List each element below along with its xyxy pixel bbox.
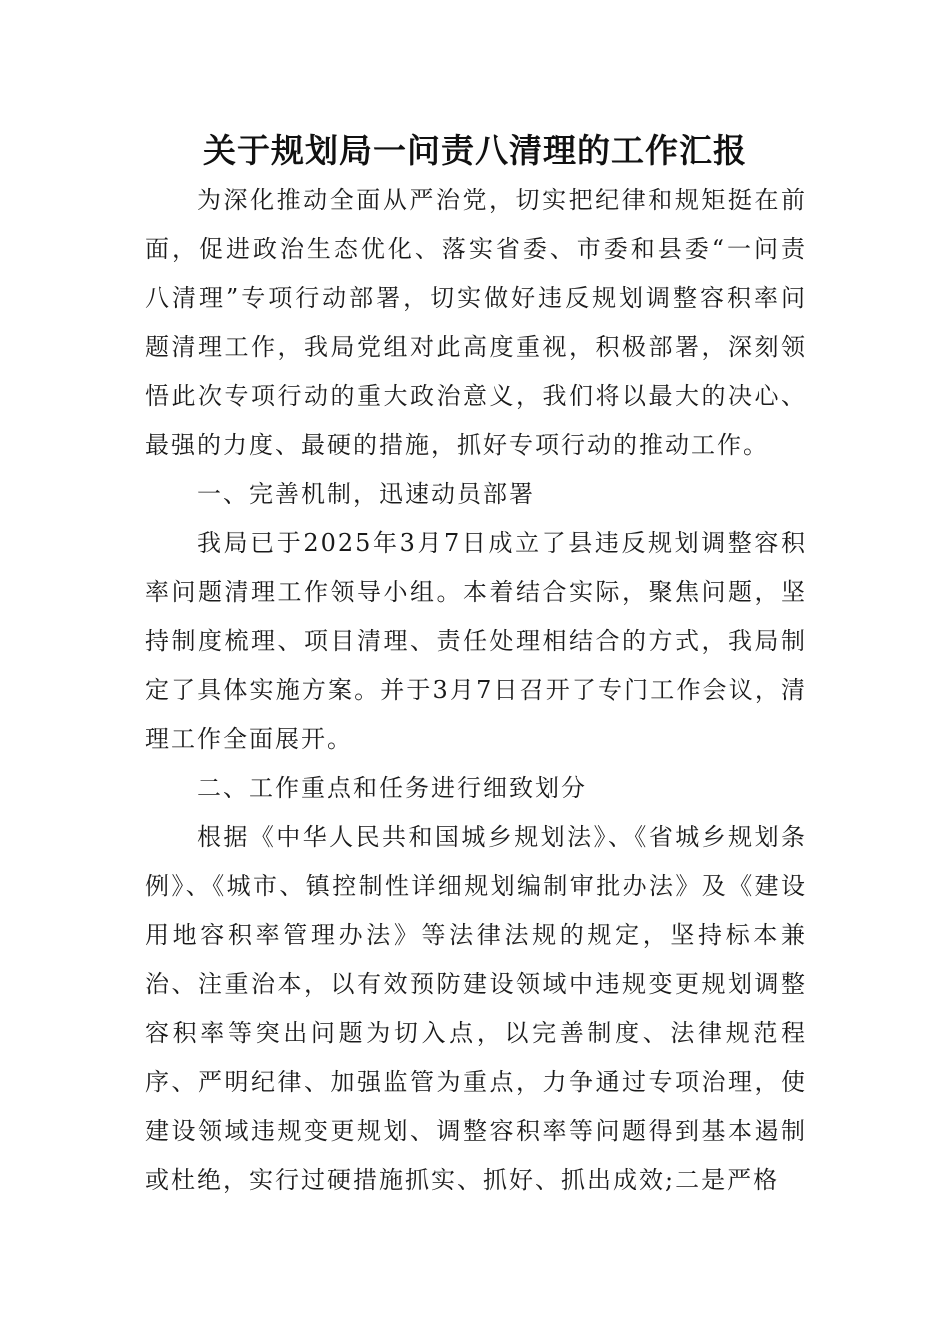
section-heading-2: 二、工作重点和任务进行细致划分 bbox=[197, 774, 587, 802]
intro-paragraph: 为深化推动全面从严治党，切实把纪律和规矩挺在前面，促进政治生态优化、落实省委、市委和县委“一问责八清理”专项行动部署，切实做好违反规划调整容积率问题清理工作，我局党组对此高度重视，积极部署，深刻领悟此次专项行动的重大政治意义，我们将以最大的决心、最强的力度、最硬的措施，抓好专项行动的推动工作。 bbox=[145, 186, 807, 459]
section-1-paragraph: 我局已于2025年3月7日成立了县违反规划调整容积率问题清理工作领导小组。本着结合实际，聚焦问题，坚持制度梳理、项目清理、责任处理相结合的方式，我局制定了具体实施方案。并于3月7日召开了专门工作会议，清理工作全面展开。 bbox=[145, 529, 807, 753]
document-body bbox=[145, 176, 807, 1205]
section-2-paragraph: 根据《中华人民共和国城乡规划法》、《省城乡规划条例》、《城市、镇控制性详细规划编制审批办法》及《建设用地容积率管理办法》等法律法规的规定，坚持标本兼治、注重治本，以有效预防建设领域中违规变更规划调整容积率等突出问题为切入点，以完善制度、法律规范程序、严明纪律、加强监管为重点，力争通过专项治理，使建设领域违规变更规划、调整容积率等问题得到基本遏制或杜绝，实行过硬措施抓实、抓好、抓出成效;二是严格 bbox=[145, 823, 807, 1194]
section-heading-1: 一、完善机制，迅速动员部署 bbox=[197, 480, 535, 508]
document-title: 关于规划局一问责八清理的工作汇报 bbox=[203, 131, 747, 170]
